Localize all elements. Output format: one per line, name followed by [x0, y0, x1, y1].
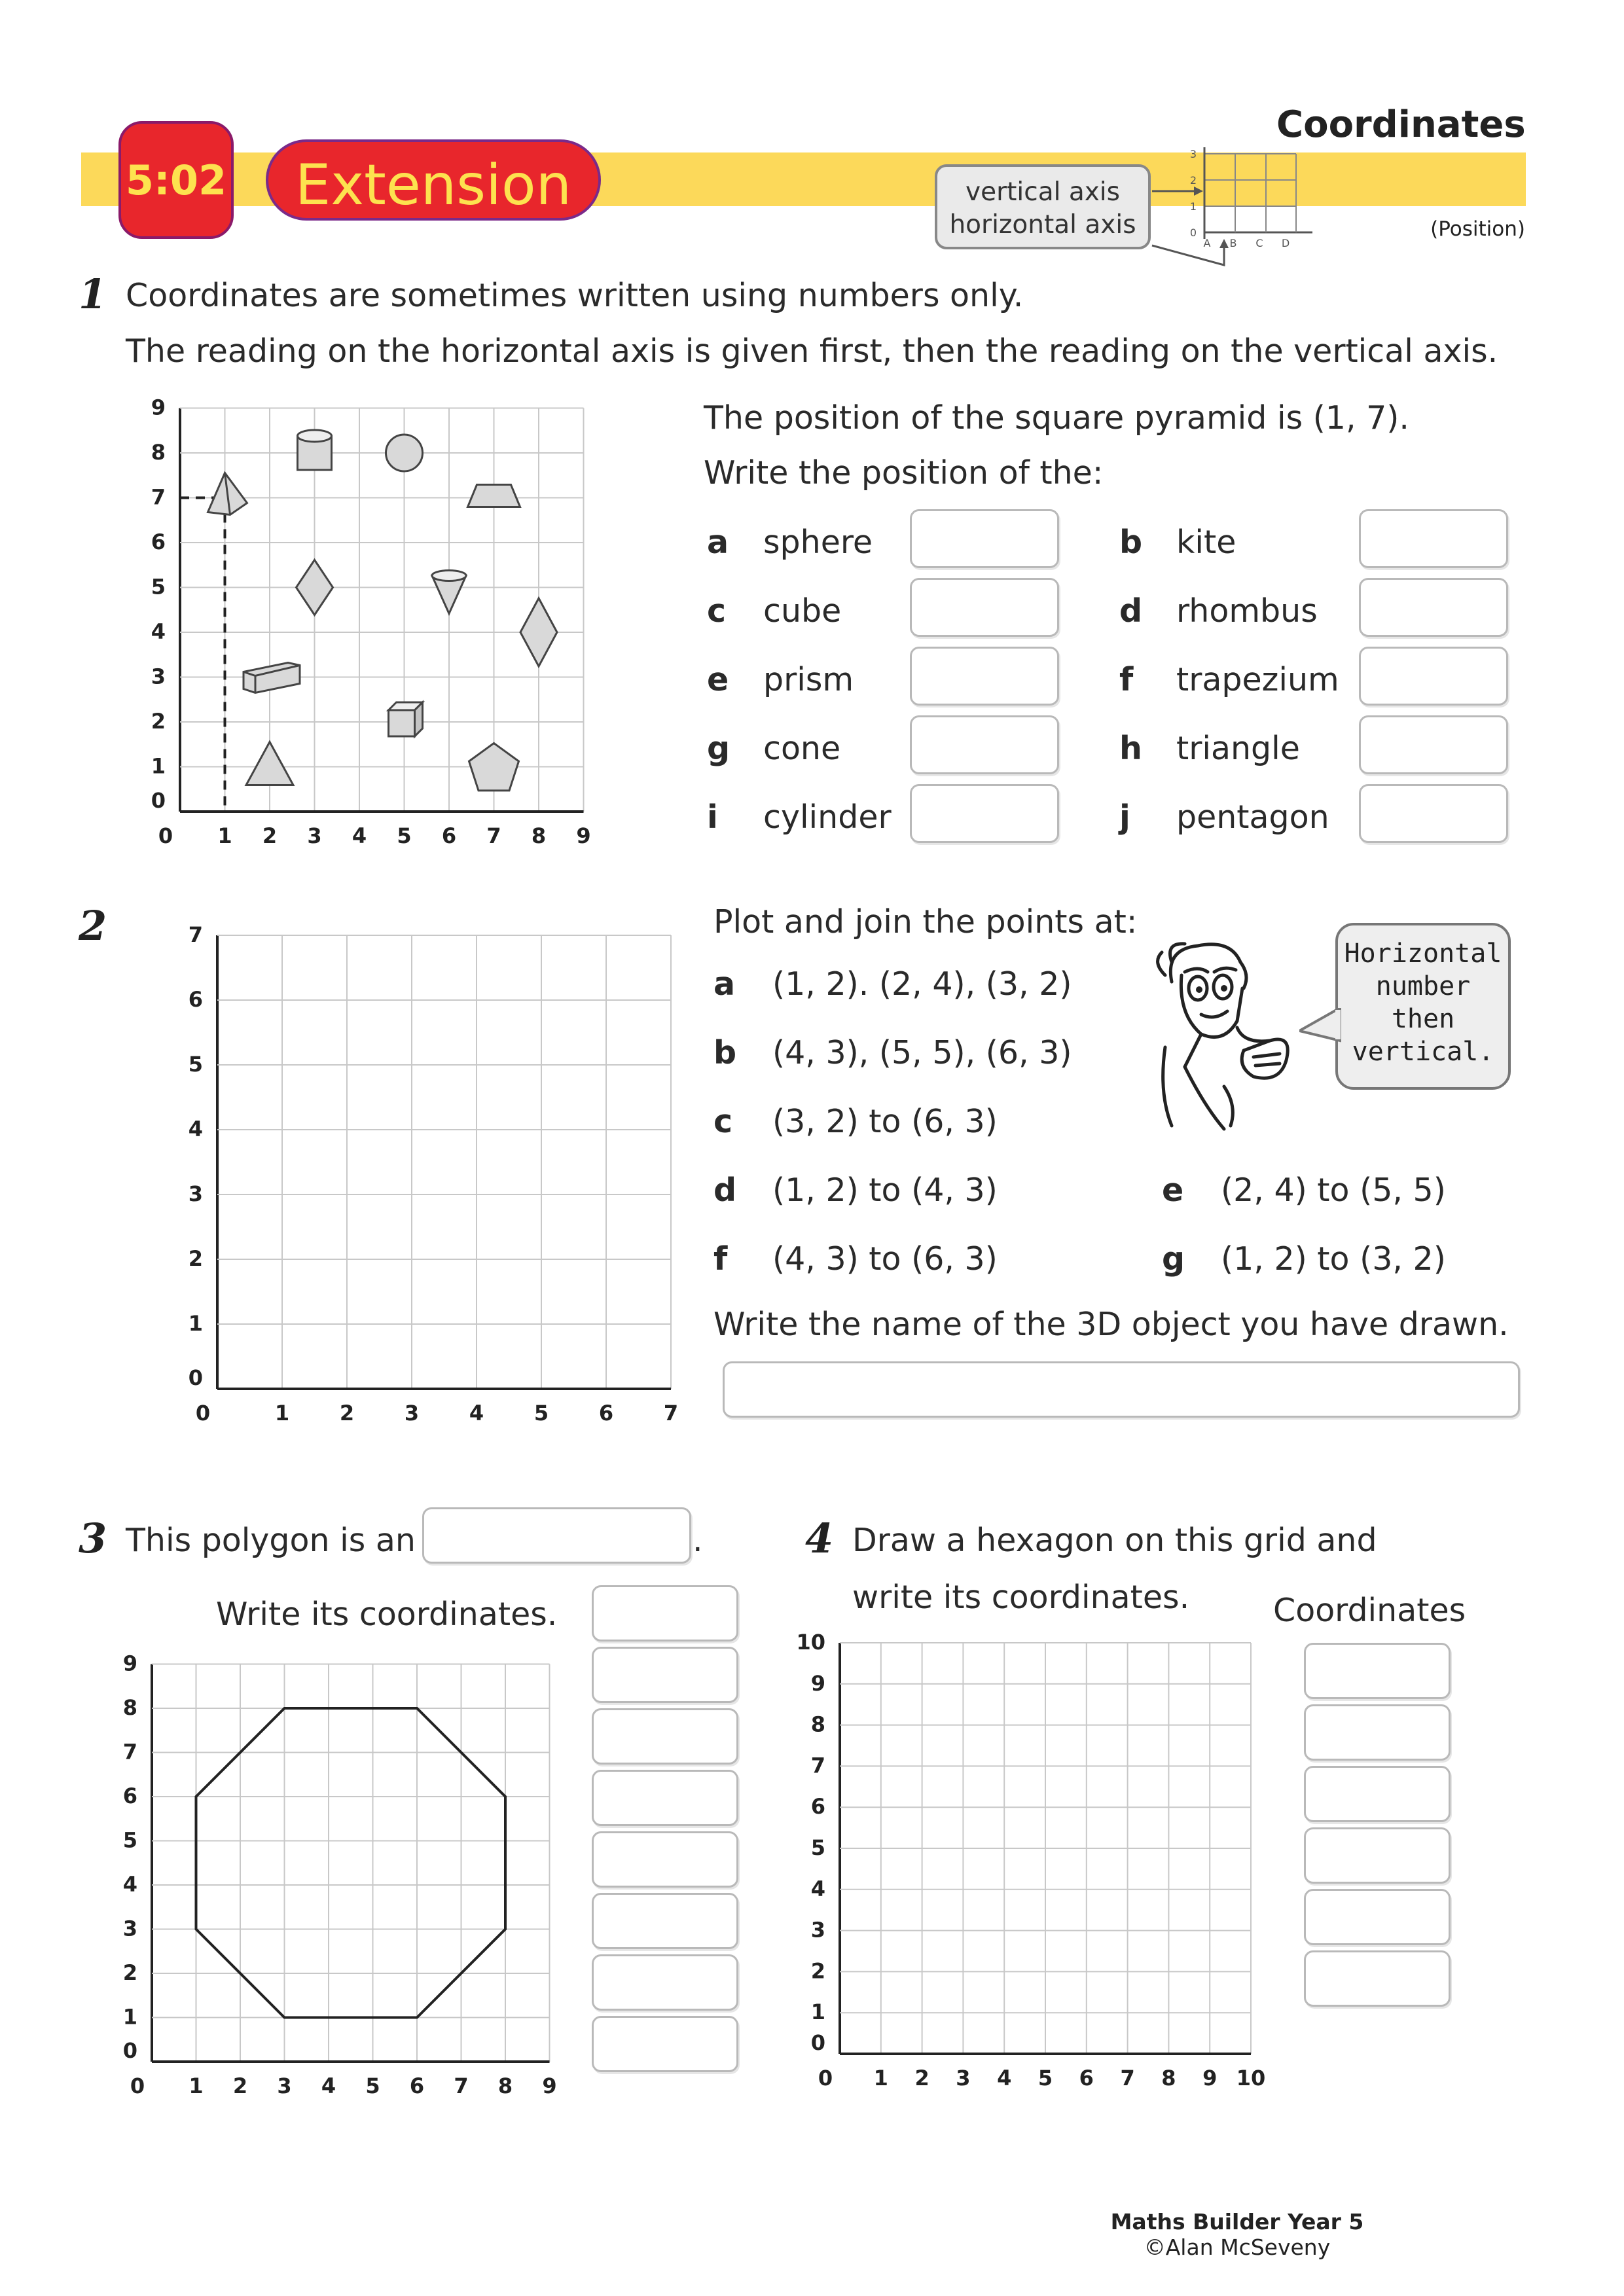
- x-tick-label: 1: [274, 1401, 290, 1426]
- x-tick-label: 6: [409, 2073, 425, 2098]
- q2-item-points: (3, 2) to (6, 3): [772, 1103, 998, 1140]
- y-tick-label: 2: [151, 709, 166, 734]
- y-tick-label: 0: [188, 1365, 203, 1390]
- x-tick-label: 4: [321, 2073, 336, 2098]
- vertical-axis-arrowhead: [1194, 187, 1203, 196]
- q1-item-letter: a: [707, 524, 729, 561]
- x-tick-label: 2: [232, 2073, 248, 2098]
- q1-item-letter: b: [1119, 524, 1143, 561]
- y-tick-label: 9: [151, 395, 166, 420]
- q2-item-points: (1, 2) to (4, 3): [772, 1172, 998, 1209]
- cylinder-top: [298, 430, 332, 442]
- q3-coordinate-box[interactable]: [592, 1770, 738, 1826]
- q1-item-cone-label: cone: [763, 730, 841, 767]
- y-tick-label: 8: [151, 440, 166, 465]
- y-tick-label: 9: [810, 1670, 825, 1696]
- mini-y-tick: 2: [1189, 174, 1197, 187]
- y-tick-label: 3: [122, 1916, 137, 1941]
- mini-x-tick: B: [1229, 237, 1237, 249]
- q1-answer-box-cone[interactable]: [910, 715, 1059, 774]
- q1-item-sphere-label: sphere: [763, 524, 873, 561]
- q1-answer-box-sphere[interactable]: [910, 509, 1059, 568]
- x-tick-label: 8: [497, 2073, 513, 2098]
- x-tick-label: 8: [531, 823, 547, 848]
- q3-coordinate-box[interactable]: [592, 1585, 738, 1641]
- callout-horizontal-text: horizontal axis: [949, 210, 1136, 240]
- q1-item-prism-label: prism: [763, 661, 854, 698]
- x-tick-label: 3: [404, 1401, 420, 1426]
- y-tick-label: 7: [122, 1739, 137, 1765]
- q2-item-points: (1, 2) to (3, 2): [1221, 1240, 1446, 1278]
- mini-x-tick: C: [1255, 237, 1263, 249]
- y-tick-label: 9: [122, 1651, 137, 1676]
- y-tick-label: 0: [122, 2038, 137, 2063]
- y-tick-label: 1: [810, 2000, 825, 2025]
- x-tick-label: 7: [454, 2073, 469, 2098]
- q2-item-letter: c: [713, 1103, 733, 1140]
- q1-item-pentagon-label: pentagon: [1176, 798, 1329, 836]
- speech-line: number: [1375, 971, 1471, 1001]
- q4-coordinates-label: Coordinates: [1273, 1592, 1466, 1629]
- cube-shape: [389, 710, 415, 736]
- mini-y-tick: 0: [1189, 226, 1197, 239]
- q2-item-points: (2, 4) to (5, 5): [1221, 1172, 1446, 1209]
- y-tick-label: 7: [810, 1753, 825, 1778]
- x-tick-label: 9: [576, 823, 591, 848]
- y-tick-label: 4: [151, 619, 166, 644]
- q2-item-points: (4, 3), (5, 5), (6, 3): [772, 1034, 1072, 1071]
- triangle-shape: [246, 742, 293, 785]
- q2-item-letter: e: [1162, 1172, 1184, 1209]
- x-tick-label: 0: [130, 2073, 145, 2098]
- x-tick-label: 2: [339, 1401, 355, 1426]
- y-tick-label: 10: [796, 1633, 825, 1655]
- x-tick-label: 5: [397, 823, 412, 848]
- q2-answer-box[interactable]: [723, 1361, 1520, 1418]
- x-tick-label: 6: [1079, 2066, 1094, 2090]
- q1-answer-box-rhombus[interactable]: [1359, 578, 1508, 637]
- q4-coordinate-box[interactable]: [1304, 1827, 1451, 1884]
- y-tick-label: 0: [810, 2030, 825, 2055]
- q1-coordinate-grid: [144, 393, 615, 857]
- y-tick-label: 2: [810, 1958, 825, 1984]
- q3-coordinate-box[interactable]: [592, 1893, 738, 1949]
- y-tick-label: 1: [122, 2004, 137, 2030]
- q3-coordinate-box[interactable]: [592, 2016, 738, 2072]
- speech-text: [1338, 937, 1508, 1068]
- x-tick-label: 5: [533, 1401, 549, 1426]
- question-3-number: 3: [79, 1515, 107, 1562]
- y-tick-label: 6: [151, 529, 166, 554]
- x-tick-label: 8: [1161, 2066, 1176, 2090]
- q3-text-after: .: [693, 1522, 703, 1559]
- q4-coordinate-box[interactable]: [1304, 1766, 1451, 1822]
- cone-base: [432, 571, 466, 581]
- q3-instruction: Write its coordinates.: [216, 1596, 558, 1633]
- x-tick-label: 1: [217, 823, 232, 848]
- q2-item-letter: d: [713, 1172, 737, 1209]
- speech-line: then: [1391, 1004, 1455, 1034]
- y-tick-label: 5: [122, 1827, 137, 1853]
- x-tick-label: 0: [195, 1401, 211, 1426]
- y-tick-label: 3: [188, 1181, 203, 1206]
- mini-y-tick: 1: [1189, 200, 1197, 213]
- y-tick-label: 8: [122, 1695, 137, 1720]
- q2-item-letter: g: [1162, 1240, 1185, 1278]
- x-tick-label: 5: [365, 2073, 380, 2098]
- speech-line: vertical.: [1352, 1037, 1494, 1067]
- mini-x-tick: D: [1281, 237, 1290, 249]
- section-code-badge: [118, 121, 234, 239]
- q2-item-letter: a: [713, 965, 736, 1003]
- pentagon-shape: [469, 744, 519, 791]
- x-tick-label: 10: [1236, 2066, 1266, 2090]
- horizontal-axis-arrowhead: [1219, 239, 1229, 248]
- y-tick-label: 7: [151, 484, 166, 510]
- q1-answer-box-cylinder[interactable]: [910, 784, 1059, 843]
- y-tick-label: 4: [810, 1876, 825, 1901]
- q2-question: Write the name of the 3D object you have drawn.: [713, 1306, 1509, 1343]
- q4-coordinate-box[interactable]: [1304, 1643, 1451, 1699]
- kite-shape: [520, 598, 557, 666]
- footer-copyright: ©Alan McSeveny: [1144, 2234, 1331, 2260]
- q1-item-letter: j: [1119, 798, 1130, 836]
- q3-polygon-name-box[interactable]: [422, 1507, 691, 1564]
- x-tick-label: 2: [914, 2066, 929, 2090]
- y-tick-label: 5: [810, 1835, 825, 1860]
- q1-item-letter: e: [707, 661, 729, 698]
- q3-coordinate-grid: [111, 1643, 569, 2114]
- x-tick-label: 3: [956, 2066, 971, 2090]
- q2-coordinate-grid: [170, 910, 687, 1433]
- y-tick-label: 6: [188, 987, 203, 1012]
- mini-grid: [1204, 147, 1312, 239]
- q3-coordinate-box[interactable]: [592, 1647, 738, 1703]
- x-tick-label: 0: [818, 2066, 833, 2090]
- x-tick-label: 3: [277, 2073, 292, 2098]
- y-tick-label: 6: [810, 1794, 825, 1820]
- q1-line-1: Coordinates are sometimes written using numbers only.: [126, 277, 1024, 314]
- question-4-number: 4: [805, 1515, 834, 1562]
- x-tick-label: 5: [1038, 2066, 1053, 2090]
- q1-answer-box-pentagon[interactable]: [1359, 784, 1508, 843]
- y-tick-label: 1: [188, 1311, 203, 1336]
- q3-text-before: This polygon is an: [126, 1522, 416, 1559]
- x-tick-label: 2: [262, 823, 278, 848]
- q1-item-letter: i: [707, 798, 718, 836]
- q3-coordinate-box[interactable]: [592, 1708, 738, 1765]
- q2-item-letter: b: [713, 1034, 737, 1071]
- q1-answer-box-triangle[interactable]: [1359, 715, 1508, 774]
- trapezium-shape: [468, 485, 520, 507]
- q1-item-cylinder-label: cylinder: [763, 798, 892, 836]
- q4-line-1: Draw a hexagon on this grid and: [852, 1522, 1377, 1559]
- extension-label: Extension: [295, 152, 572, 218]
- y-tick-label: 1: [151, 753, 166, 779]
- y-tick-label: 8: [810, 1712, 825, 1737]
- x-tick-label: 1: [189, 2073, 204, 2098]
- x-tick-label: 7: [486, 823, 501, 848]
- x-tick-label: 7: [1120, 2066, 1135, 2090]
- y-tick-label: 4: [188, 1117, 203, 1141]
- y-tick-label: 2: [188, 1246, 203, 1271]
- y-tick-label: 0: [151, 788, 166, 813]
- x-tick-label: 6: [598, 1401, 614, 1426]
- x-tick-label: 4: [469, 1401, 484, 1426]
- mini-x-tick: A: [1203, 237, 1211, 249]
- cartoon-teacher-pointing: [1146, 936, 1296, 1132]
- q1-item-letter: c: [707, 592, 727, 630]
- y-tick-label: 7: [188, 922, 203, 947]
- x-tick-label: 4: [352, 823, 367, 848]
- q1-item-rhombus-label: rhombus: [1176, 592, 1318, 630]
- q3-coordinate-box[interactable]: [592, 1831, 738, 1888]
- q1-item-letter: f: [1119, 661, 1134, 698]
- axis-callout: [935, 164, 1151, 249]
- q1-example-text: The position of the square pyramid is (1, 7).: [704, 399, 1409, 437]
- callout-vertical-text: vertical axis: [965, 177, 1120, 207]
- q1-prompt: Write the position of the:: [704, 454, 1104, 492]
- q1-item-kite-label: kite: [1176, 524, 1236, 561]
- section-code: 5:02: [125, 156, 227, 204]
- y-tick-label: 3: [810, 1917, 825, 1943]
- footer-book: Maths Builder Year 5: [1110, 2209, 1364, 2234]
- y-tick-label: 4: [122, 1872, 137, 1897]
- q1-line-2: The reading on the horizontal axis is given first, then the reading on the vertical axis.: [126, 332, 1498, 370]
- y-tick-label: 5: [151, 574, 166, 600]
- question-1-number: 1: [79, 270, 107, 318]
- x-tick-label: 9: [542, 2073, 557, 2098]
- x-tick-label: 4: [997, 2066, 1012, 2090]
- sphere-shape: [386, 435, 423, 471]
- speech-bubble-tail: [1299, 1008, 1341, 1047]
- x-tick-label: 3: [307, 823, 322, 848]
- q1-item-letter: g: [707, 730, 731, 767]
- speech-bubble: [1335, 923, 1511, 1090]
- x-tick-label: 0: [158, 823, 173, 848]
- extension-pill: [266, 139, 601, 221]
- q3-coordinate-box[interactable]: [592, 1954, 738, 2011]
- octagon-shape: [196, 1708, 506, 2018]
- q1-item-trapezium-label: trapezium: [1176, 661, 1339, 698]
- mini-axis-diagram: [1139, 141, 1322, 272]
- x-tick-label: 6: [441, 823, 457, 848]
- q2-item-points: (1, 2). (2, 4), (3, 2): [772, 965, 1072, 1003]
- q1-item-letter: h: [1119, 730, 1142, 767]
- q4-coordinate-box[interactable]: [1304, 1950, 1451, 2007]
- x-tick-label: 1: [873, 2066, 888, 2090]
- q1-answer-box-cube[interactable]: [910, 578, 1059, 637]
- y-tick-label: 2: [122, 1960, 137, 1985]
- rhombus-shape: [297, 560, 333, 615]
- mini-y-tick: 3: [1189, 148, 1197, 160]
- q2-intro: Plot and join the points at:: [713, 903, 1138, 941]
- q2-item-letter: f: [713, 1240, 728, 1278]
- y-tick-label: 6: [122, 1784, 137, 1808]
- subtopic-label: (Position): [1430, 217, 1525, 241]
- q1-item-letter: d: [1119, 592, 1143, 630]
- q4-line-2: write its coordinates.: [852, 1579, 1190, 1616]
- question-2-number: 2: [79, 902, 107, 950]
- q4-coordinate-box[interactable]: [1304, 1889, 1451, 1945]
- q1-answer-box-prism[interactable]: [910, 647, 1059, 706]
- q1-answer-box-kite[interactable]: [1359, 509, 1508, 568]
- x-tick-label: 9: [1202, 2066, 1218, 2090]
- q2-item-points: (4, 3) to (6, 3): [772, 1240, 998, 1278]
- y-tick-label: 3: [151, 664, 166, 689]
- topic-title: Coordinates: [1276, 103, 1526, 146]
- q1-answer-box-trapezium[interactable]: [1359, 647, 1508, 706]
- speech-line: Horizontal: [1344, 939, 1502, 969]
- q1-item-cube-label: cube: [763, 592, 842, 630]
- q1-item-triangle-label: triangle: [1176, 730, 1300, 767]
- y-tick-label: 5: [188, 1052, 203, 1077]
- q4-coordinate-box[interactable]: [1304, 1704, 1451, 1761]
- x-tick-label: 7: [663, 1401, 679, 1426]
- q4-coordinate-grid: [795, 1633, 1267, 2098]
- horizontal-axis-arrow: [1152, 244, 1224, 265]
